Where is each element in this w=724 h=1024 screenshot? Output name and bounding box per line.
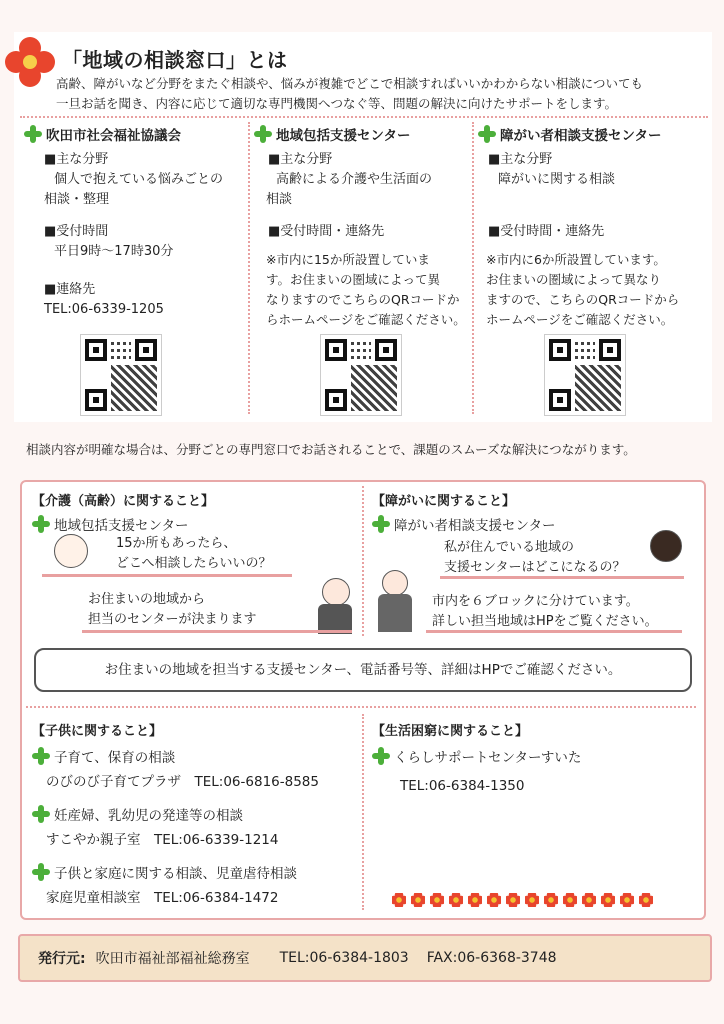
page-title: 「地域の相談窓口」とは	[62, 48, 288, 72]
item-title: 子供と家庭に関する相談、児童虐待相談	[54, 866, 297, 882]
poverty-tel: TEL:06-6384-1350	[400, 778, 525, 794]
note	[266, 250, 470, 330]
divider	[362, 486, 364, 636]
flower-icon	[449, 893, 463, 907]
question-line: 私が住んでいる地域の	[444, 540, 575, 555]
field-label: ■主な分野	[488, 152, 553, 167]
cross-icon	[32, 515, 50, 533]
note-line: す。お住まいの圏域によって異	[266, 272, 441, 287]
flower-icon	[468, 893, 482, 907]
cross-icon	[32, 863, 50, 881]
footer	[18, 934, 712, 982]
hours-label: ■受付時間	[44, 224, 109, 239]
bubble-underline	[82, 630, 352, 633]
poverty-center	[372, 746, 581, 766]
field-text: 個人で抱えている悩みごとの	[54, 172, 224, 187]
care-header: 【介護（高齢）に関すること】	[32, 494, 215, 509]
flower-icon	[525, 893, 539, 907]
note-line: ※市内に6か所設置しています。	[486, 252, 666, 267]
flower-icon	[4, 36, 56, 88]
list-item	[32, 804, 362, 824]
list-item	[32, 746, 362, 766]
flower-icon	[601, 893, 615, 907]
disability-question	[444, 538, 625, 578]
list-item	[32, 862, 362, 882]
flower-decoration	[392, 892, 692, 908]
cross-icon	[372, 515, 390, 533]
divider	[20, 116, 708, 118]
qr-code[interactable]	[544, 334, 626, 416]
cross-icon	[32, 805, 50, 823]
answer-line: 担当のセンターが決まります	[88, 612, 257, 627]
care-answer	[88, 590, 256, 630]
field-text: 相談	[266, 192, 293, 207]
column-title	[254, 124, 470, 144]
flower-icon	[563, 893, 577, 907]
footer-tel: TEL:06-6384-1803	[279, 950, 409, 966]
woman-icon	[650, 530, 682, 562]
contact-label: ■連絡先	[44, 282, 96, 297]
contact-text: TEL:06-6339-1205	[44, 302, 164, 317]
column-name: 地域包括支援センター	[276, 128, 411, 144]
note	[486, 250, 710, 330]
field-label: ■主な分野	[268, 152, 333, 167]
specialist-note: 相談内容が明確な場合は、分野ごとの専門窓口でお話されることで、課題のスムーズな解決につながります。	[26, 442, 636, 457]
staff-woman-icon	[322, 578, 350, 606]
care-center	[32, 514, 188, 534]
disability-answer	[432, 592, 658, 632]
answer-line: 市内を６ブロックに分けています。	[432, 594, 639, 609]
publisher: 吹田市福祉部福祉総務室	[95, 951, 250, 967]
flower-icon	[639, 893, 653, 907]
column-title	[478, 124, 710, 144]
intro-text	[56, 74, 716, 114]
cross-icon	[24, 125, 42, 143]
disability-header: 【障がいに関すること】	[372, 494, 516, 509]
flower-icon	[487, 893, 501, 907]
care-center-name: 地域包括支援センター	[54, 518, 189, 534]
divider	[248, 122, 250, 414]
divider	[362, 714, 364, 910]
publisher-label: 発行元:	[38, 951, 86, 967]
bubble-underline	[42, 574, 292, 577]
note-line: ますので、こちらのQRコードから	[486, 292, 680, 307]
disability-center	[372, 514, 555, 534]
qr-code[interactable]	[320, 334, 402, 416]
footer-row	[20, 936, 710, 980]
note-line: ホームページをご確認ください。	[486, 312, 674, 327]
field-text: 高齢による介護や生活面の	[276, 172, 433, 187]
cross-icon	[254, 125, 272, 143]
children-header: 【子供に関すること】	[32, 724, 163, 739]
column-name: 吹田市社会福祉協議会	[46, 128, 181, 144]
question-line: 支援センターはどこになるの？	[444, 560, 626, 575]
children-list	[32, 746, 362, 908]
question-line: どこへ相談したらいいの？	[116, 556, 272, 571]
item-detail: 家庭児童相談室 TEL:06-6384-1472	[46, 890, 279, 906]
note-line: らホームページをご確認ください。	[266, 312, 466, 327]
bubble-underline	[426, 630, 682, 633]
flower-icon	[411, 893, 425, 907]
item-detail: のびのび子育てプラザ TEL:06-6816-8585	[46, 774, 319, 790]
divider	[472, 122, 474, 414]
cross-icon	[478, 125, 496, 143]
flower-icon	[582, 893, 596, 907]
field-text: 相談・整理	[44, 192, 110, 207]
column-name: 障がい者相談支援センター	[500, 128, 662, 144]
intro-line: 高齢、障がいなど分野をまたぐ相談や、悩みが複雑でどこで相談すればいいかわからない相談についても	[56, 76, 644, 91]
divider	[26, 706, 696, 708]
item-title: 子育て、保育の相談	[54, 750, 176, 766]
note-line: ※市内に15か所設置していま	[266, 252, 430, 267]
flower-icon	[506, 893, 520, 907]
flower-icon	[430, 893, 444, 907]
hours-text: 平日9時〜17時30分	[54, 244, 174, 259]
answer-line: 詳しい担当地域はHPをご覧ください。	[432, 614, 658, 629]
item-title: 妊産婦、乳幼児の発達等の相談	[54, 808, 243, 824]
cross-icon	[32, 747, 50, 765]
staff-man-icon	[382, 570, 408, 596]
poverty-header: 【生活困窮に関すること】	[372, 724, 529, 739]
bubble-underline	[440, 576, 684, 579]
poverty-center-name: くらしサポートセンターすいた	[394, 750, 582, 766]
staff-man-body	[378, 594, 412, 632]
answer-line: お住まいの地域から	[88, 592, 206, 607]
care-question	[116, 534, 271, 574]
footer-fax: FAX:06-6368-3748	[426, 950, 557, 966]
flower-icon	[392, 893, 406, 907]
field-text: 障がいに関する相談	[498, 172, 616, 187]
notice-box	[34, 648, 692, 692]
notice-text: お住まいの地域を担当する支援センター、電話番号等、詳細はHPでご確認ください。	[104, 662, 622, 678]
flower-icon	[544, 893, 558, 907]
cross-icon	[372, 747, 390, 765]
disability-center-name: 障がい者相談支援センター	[394, 518, 556, 534]
column-title	[24, 124, 246, 144]
elderly-man-icon	[54, 534, 88, 568]
item-detail: すこやか親子室 TEL:06-6339-1214	[46, 832, 279, 848]
intro-line: 一旦お話を聞き、内容に応じて適切な専門機関へつなぐ等、問題の解決に向けたサポートをします。	[56, 96, 618, 111]
hours-label: ■受付時間・連絡先	[488, 224, 605, 239]
flower-icon	[620, 893, 634, 907]
field-label: ■主な分野	[44, 152, 109, 167]
qr-code[interactable]	[80, 334, 162, 416]
hours-label: ■受付時間・連絡先	[268, 224, 385, 239]
note-line: お住まいの圏域によって異なり	[486, 272, 662, 287]
note-line: なりますのでこちらのQRコードか	[266, 292, 460, 307]
question-line: 15か所もあったら、	[116, 536, 237, 551]
